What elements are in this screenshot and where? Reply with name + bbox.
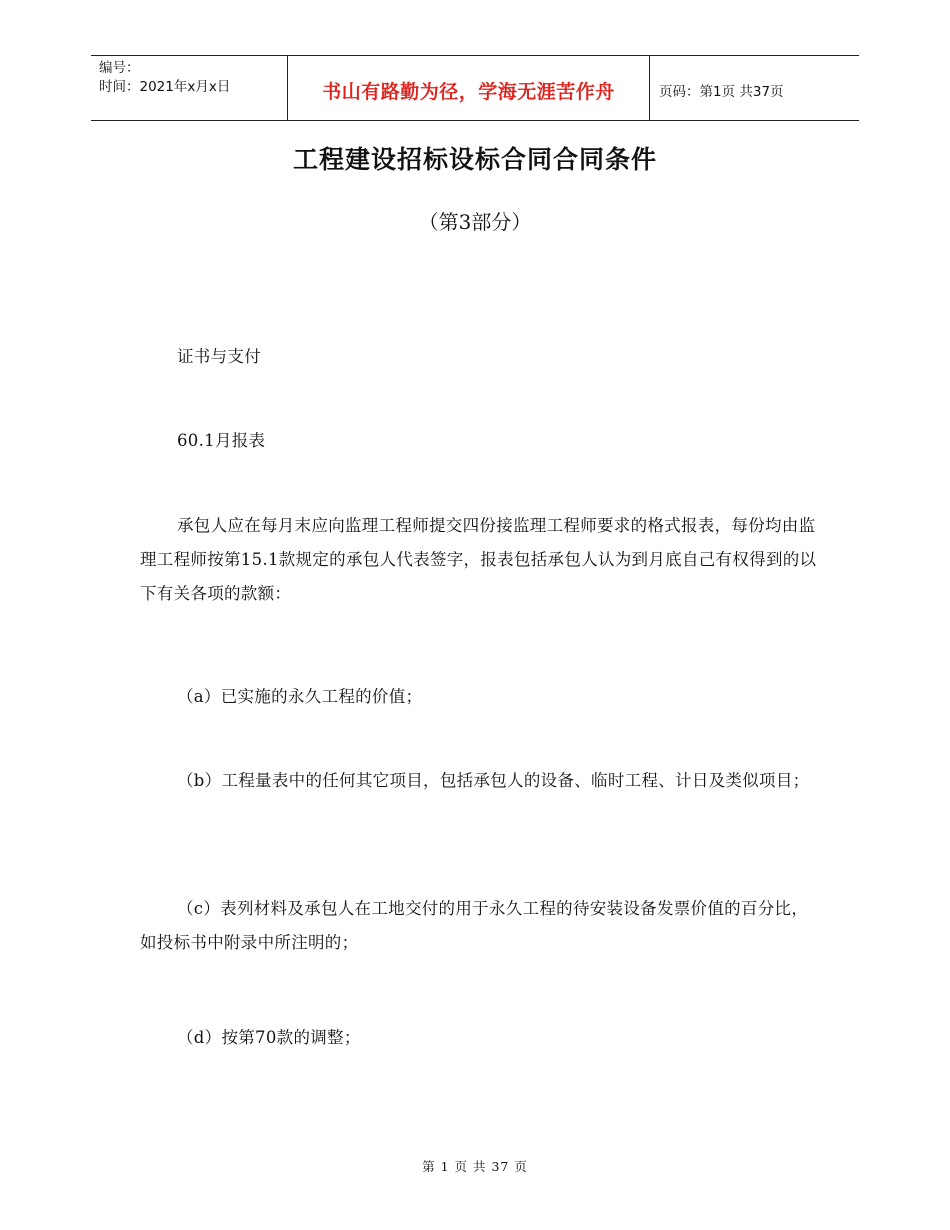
body-paragraph: 承包人应在每月末应向监理工程师提交四份接监理工程师要求的格式报表，每份均由监理工程师按第15.1款规定的承包人代表签字，报表包括承包人认为到月底自己有权得到的以下有关各项的款额：: [140, 516, 817, 603]
header-motto-cell: [287, 56, 650, 120]
page-info-text: 页码：第1页 共37页: [659, 84, 784, 100]
time-label: 时间：2021年x月x日: [99, 79, 231, 95]
number-label: 编号：: [99, 60, 140, 76]
header-table: [91, 55, 859, 121]
page-footer: 第 1 页 共 37 页: [422, 1159, 528, 1174]
document-title: 工程建设招标设标合同合同条件: [292, 145, 657, 174]
header-page-info: [650, 56, 859, 120]
list-item-a: （a）已实施的永久工程的价值；: [177, 687, 423, 706]
list-item-b: （b）工程量表中的任何其它项目，包括承包人的设备、临时工程、计日及类似项目；: [177, 771, 810, 790]
clause-heading: 60.1月报表: [177, 431, 266, 450]
list-item-c: （c）表列材料及承包人在工地交付的用于永久工程的待安装设备发票价值的百分比，如投标书中附录中所注明的；: [140, 899, 809, 952]
header-meta: [91, 56, 287, 120]
document-subtitle: （第3部分）: [418, 210, 532, 234]
motto-text: 书山有路勤为径，学海无涯苦作舟: [322, 80, 615, 103]
section-heading: 证书与支付: [177, 347, 261, 366]
list-item-d: （d）按第70款的调整；: [177, 1028, 361, 1047]
